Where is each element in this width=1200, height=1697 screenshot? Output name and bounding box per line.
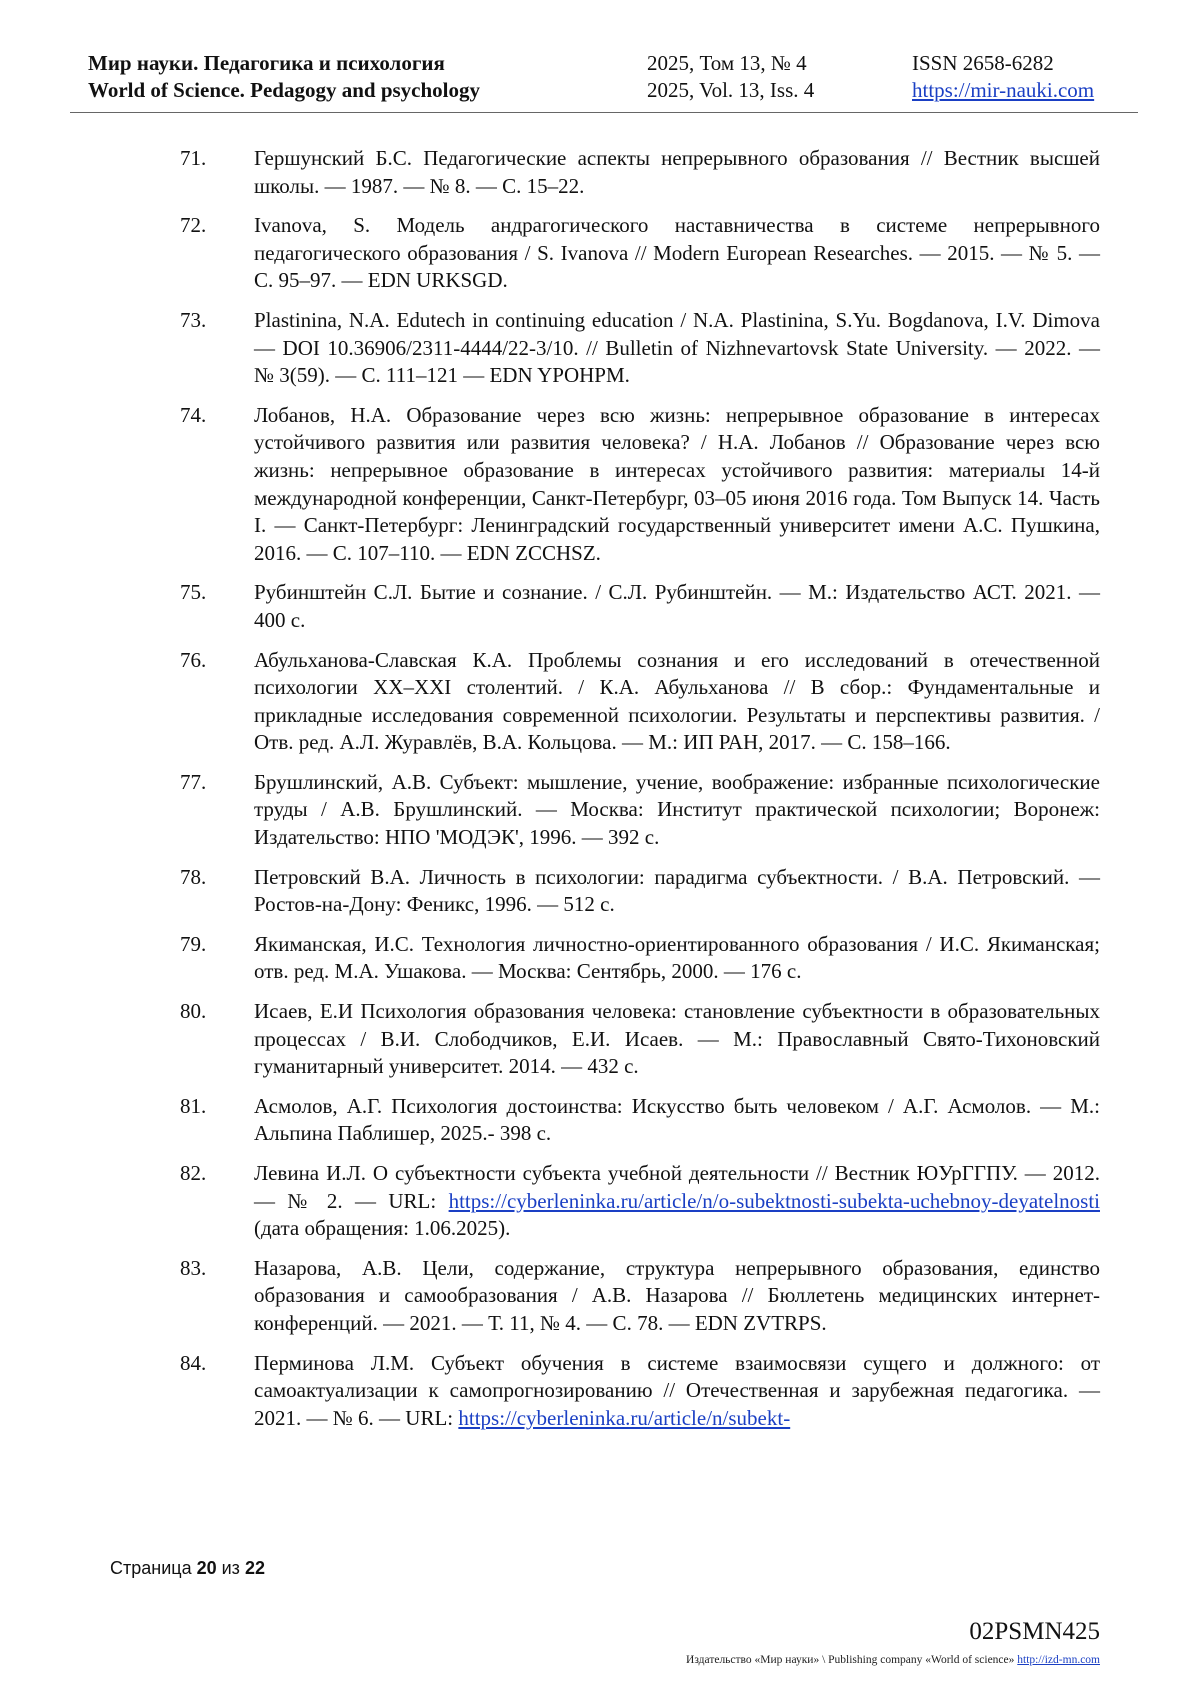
- article-code: 02PSMN425: [969, 1618, 1100, 1645]
- page-prefix: Страница: [110, 1558, 197, 1578]
- reference-text: Гершунский Б.С. Педагогические аспекты непрерывного образования // Вестник высшей школы. — 1987. — № 8. — С. 15–22.: [254, 146, 1100, 198]
- reference-number: 77.: [180, 769, 207, 794]
- reference-text: Plastinina, N.A. Edutech in continuing education / N.A. Plastinina, S.Yu. Bogdanova, I.V. Dimova — DOI 10.36906/2311-4444/22-3/10. // Bulletin of Nizhnevartovsk State University. — 2022. — № 3(59). — С. 111–121 — EDN YPOHPM.: [254, 307, 1100, 388]
- reference-item: [180, 864, 1100, 919]
- reference-item: [180, 647, 1100, 757]
- reference-body: [254, 865, 1100, 917]
- reference-item: [180, 1093, 1100, 1148]
- reference-link[interactable]: https://cyberleninka.ru/article/n/o-subektnosti-subekta-uchebnoy-deyatelnosti: [448, 1188, 1100, 1213]
- issue-en: 2025, Vol. 13, Iss. 4: [647, 78, 815, 102]
- reference-number: 74.: [180, 402, 207, 427]
- journal-title-ru: Мир науки. Педагогика и психология: [88, 51, 445, 75]
- reference-body: [254, 146, 1100, 198]
- reference-body: [254, 213, 1100, 292]
- issn: ISSN 2658-6282: [912, 51, 1054, 75]
- reference-number: 72.: [180, 213, 207, 238]
- reference-text-after-link: (дата обращения: 1.06.2025).: [254, 1216, 511, 1241]
- reference-text: Рубинштейн С.Л. Бытие и сознание. / С.Л. Рубинштейн. — М.: Издательство АСТ. 2021. — 400 с.: [254, 580, 1100, 632]
- reference-text: Якиманская, И.С. Технология личностно-ориентированного образования / И.С. Якиманская; отв. ред. М.А. Ушакова. — Москва: Сентябрь, 2000. — 176 с.: [254, 931, 1100, 984]
- reference-number: 79.: [180, 931, 207, 956]
- page-total: 22: [244, 1558, 265, 1578]
- reference-item: [180, 1255, 1100, 1338]
- reference-item: [180, 402, 1100, 568]
- reference-text: Асмолов, А.Г. Психология достоинства: Искусство быть человеком / А.Г. Асмолов. — М.: Альпина Паблишер, 2025.- 398 с.: [254, 1093, 1100, 1146]
- reference-number: 71.: [180, 146, 207, 170]
- reference-number: 81.: [180, 1093, 207, 1118]
- reference-item: [180, 307, 1100, 390]
- reference-number: 73.: [180, 307, 207, 332]
- reference-body: [254, 403, 1100, 565]
- reference-body: [254, 770, 1100, 849]
- reference-text: Ivanova, S. Модель андрагогического наставничества в системе непрерывного педагогического образования / S. Ivanova // Modern European Researches. — 2015. — № 5. — С. 95–97. — EDN URKSGD.: [254, 213, 1100, 293]
- reference-number: 80.: [180, 999, 207, 1024]
- reference-body: [254, 308, 1100, 387]
- reference-item: [180, 212, 1100, 295]
- reference-body: [254, 932, 1100, 984]
- reference-body: [254, 1161, 1100, 1240]
- reference-number: 76.: [180, 647, 207, 672]
- reference-text: Лобанов, Н.А. Образование через всю жизнь: непрерывное образование в интересах устойчивого развития или развития человека? / Н.А. Лобанов // Образование через всю жизнь: непрерывное образование в интересах устойчивого развития: материалы 14-й международной конференции, Санкт-Петербург, 03–05 июня 2016 года. Том Выпуск 14. Часть I. — Санкт-Петербург: Ленинградский государственный университет имени А.С. Пушкина, 2016. — С. 107–110. — EDN ZCCHSZ.: [254, 402, 1100, 565]
- issn-block: [912, 50, 1094, 104]
- page-current: 20: [196, 1558, 217, 1578]
- reference-text: Брушлинский, А.В. Субъект: мышление, учение, воображение: избранные психологические труды / А.В. Брушлинский. — Москва: Институт практической психологии; Воронеж: Издательство: НПО 'МОДЭК', 1996. — 392 с.: [254, 769, 1100, 850]
- issue-info: [647, 50, 814, 104]
- reference-body: [254, 1094, 1100, 1146]
- publisher-text: Издательство «Мир науки» \ Publishing company «World of science»: [686, 1654, 1018, 1666]
- reference-item: [180, 145, 1100, 200]
- reference-body: [254, 648, 1100, 755]
- reference-text: Назарова, А.В. Цели, содержание, структура непрерывного образования, единство образования и самообразования / А.В. Назарова // Бюллетень медицинских интернет-конференций. — 2021. — Т. 11, № 4. — С. 78. — EDN ZVTRPS.: [254, 1255, 1100, 1335]
- reference-item: [180, 998, 1100, 1081]
- reference-item: [180, 1350, 1100, 1433]
- reference-item: [180, 579, 1100, 634]
- page-counter: [110, 1558, 265, 1579]
- reference-text: Левина И.Л. О субъектности субъекта учебной деятельности // Вестник ЮУрГГПУ. — 2012. — № 2. — URL:: [254, 1161, 1100, 1213]
- reference-text: Исаев, Е.И Психология образования человека: становление субъектности в образовательных процессах / В.И. Слободчиков, Е.И. Исаев. — М.: Православный Свято-Тихоновский гуманитарный университет. 2014. — 432 с.: [254, 999, 1100, 1079]
- reference-body: [254, 1351, 1100, 1430]
- reference-text: Абульханова-Славская К.А. Проблемы сознания и его исследований в отечественной психологии XX–XXI столентий. / К.А. Абульханова // В сбор.: Фундаментальные и прикладные исследования современной психологии. Результаты и перспективы развития. / Отв. ред. А.Л. Журавлёв, В.А. Кольцова. — М.: ИП РАН, 2017. — С. 158–166.: [254, 647, 1100, 755]
- reference-body: [254, 999, 1100, 1078]
- journal-header: [70, 50, 1138, 113]
- journal-title: [88, 50, 480, 104]
- publisher-link[interactable]: http://izd-mn.com: [1017, 1654, 1100, 1666]
- reference-number: 84.: [180, 1350, 207, 1375]
- reference-link[interactable]: https://cyberleninka.ru/article/n/subekt-: [458, 1405, 791, 1430]
- reference-list: [180, 145, 1100, 1444]
- reference-body: [254, 1256, 1100, 1335]
- journal-title-en: World of Science. Pedagogy and psychology: [88, 78, 481, 102]
- reference-text: Перминова Л.М. Субъект обучения в системе взаимосвязи сущего и должного: от самоактуализации к самопрогнозированию // Отечественная и зарубежная педагогика. — 2021. — № 6. — URL:: [254, 1350, 1100, 1430]
- reference-number: 82.: [180, 1161, 207, 1185]
- reference-body: [254, 580, 1100, 632]
- page-mid: из: [216, 1558, 245, 1578]
- issue-ru: 2025, Том 13, № 4: [647, 51, 807, 75]
- reference-number: 83.: [180, 1255, 207, 1280]
- reference-item: [180, 1160, 1100, 1243]
- reference-item: [180, 931, 1100, 986]
- reference-number: 78.: [180, 864, 207, 889]
- reference-number: 75.: [180, 580, 207, 605]
- reference-text: Петровский В.А. Личность в психологии: парадигма субъектности. / В.А. Петровский. — Ростов-на-Дону: Феникс, 1996. — 512 с.: [254, 864, 1100, 917]
- publisher-line: [686, 1654, 1100, 1666]
- reference-item: [180, 769, 1100, 852]
- journal-site-link[interactable]: https://mir-nauki.com: [912, 78, 1095, 102]
